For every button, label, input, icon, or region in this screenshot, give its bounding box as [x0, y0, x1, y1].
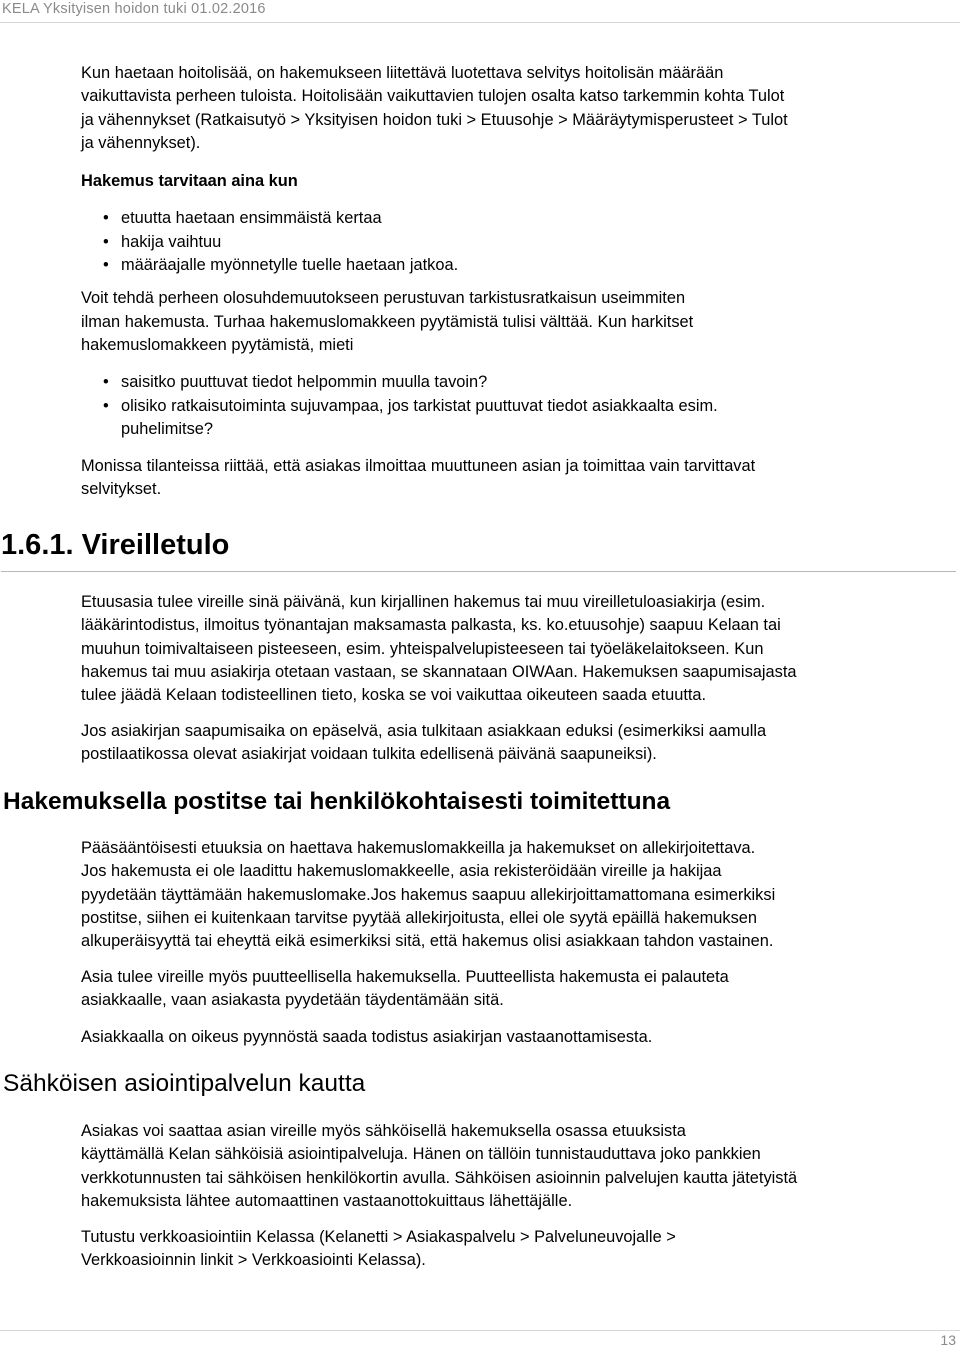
- bullet-list-2: [81, 371, 957, 441]
- list-item: • määräajalle myönnetylle tuelle haetaan jatkoa.: [103, 256, 459, 275]
- list-item: • etuutta haetaan ensimmäistä kertaa: [103, 209, 382, 228]
- electronic-paragraph-1: Asiakas voi saattaa asian vireille myös sähköisellä hakemuksella osassa etuuksista käyttämällä Kelan sähköisiä asiointipalveluja. Hänen on tällöin tunnistauduttava joko pankkien verkkotunnusten tai sähköisen henkilökortin avulla. Sähköisen asioinnin palvelujen kautta jätetyistä hakemuksista lähtee automaattinen vastaanottokuittaus lähettäjälle.: [81, 1122, 798, 1210]
- subheading-application-needed: Hakemus tarvitaan aina kun: [81, 172, 298, 191]
- list-item: • saisitko puuttuvat tiedot helpommin muulla tavoin?: [103, 373, 488, 392]
- bullet-list-1: [81, 207, 957, 277]
- postal-heading: Hakemuksella postitse tai henkilökohtaisesti toimitettuna: [3, 788, 671, 815]
- section-heading-vireilletulo: 1.6.1. Vireilletulo: [1, 523, 956, 572]
- electronic-heading: Sähköisen asiointipalvelun kautta: [3, 1070, 366, 1097]
- postal-paragraph-2: Asia tulee vireille myös puutteellisella hakemuksella. Puutteellista hakemusta ei palauteta asiakkaalle, vaan asiakasta pyydetään täydentämään sitä.: [81, 968, 729, 1010]
- section-paragraph-1: Etuusasia tulee vireille sinä päivänä, kun kirjallinen hakemus tai muu vireilletuloasiakirja (esim. lääkärintodistus, ilmoitus työnantajan maksamasta palkasta, ks. ko.etuusohje) saapuu Kelaan tai muuhun toimivaltaiseen pisteeseen, esim. yhteispalvelupisteeseen tai työeläkelaitokseen. Kun hakemus tai muu asiakirja otetaan vastaan, se skannataan OIWAan. Hakemuksen saapumisajasta tulee jäädä Kelaan todisteellinen tieto, koska se voi vaikuttaa oikeuteen saada etuutta.: [81, 593, 797, 705]
- intro-paragraph-3: Monissa tilanteissa riittää, että asiakas ilmoittaa muuttuneen asian ja toimittaa vain tarvittavat selvitykset.: [81, 457, 756, 499]
- list-item: • hakija vaihtuu: [103, 232, 222, 251]
- intro-paragraph-2: Voit tehdä perheen olosuhdemuutokseen perustuvan tarkistusratkaisun useimmiten ilman hakemusta. Turhaa hakemuslomakkeen pyytämistä tulisi välttää. Kun harkitset hakemuslomakkeen pyytämistä, mieti: [81, 289, 694, 354]
- list-item: • olisiko ratkaisutoiminta sujuvampaa, jos tarkistat puuttuvat tiedot asiakkaalta esim. puhelimitse?: [103, 396, 718, 438]
- electronic-paragraph-2: Tutustu verkkoasiointiin Kelassa (Kelanetti > Asiakaspalvelu > Palveluneuvojalle > Verkkoasioinnin linkit > Verkkoasiointi Kelassa).: [81, 1228, 676, 1270]
- page-number: 13: [940, 1332, 956, 1348]
- footer-divider: [0, 1330, 960, 1331]
- intro-content: [81, 62, 957, 502]
- postal-paragraph-3: Asiakkaalla on oikeus pyynnöstä saada todistus asiakirjan vastaanottamisesta.: [81, 1028, 653, 1046]
- intro-paragraph-1: Kun haetaan hoitolisää, on hakemukseen liitettävä luotettava selvitys hoitolisän määrään vaikuttavista perheen tuloista. Hoitolisään vaikuttavien tulojen osalta katso tarkemmin kohta Tulot ja vähennykset (Ratkaisutyö > Yksityisen hoidon tuki > Etuusohje > Määräytymisperusteet > Tulot ja vähennykset).: [81, 64, 788, 152]
- section-paragraph-2: Jos asiakirjan saapumisaika on epäselvä, asia tulkitaan asiakkaan eduksi (esimerkiksi aamulla postilaatikossa olevat asiakirjat voidaan tulkita edellisenä päivänä saapuneiksi).: [81, 722, 767, 764]
- postal-paragraph-1: Pääsääntöisesti etuuksia on haettava hakemuslomakkeilla ja hakemukset on allekirjoitettava. Jos hakemusta ei ole laadittu hakemuslomakkeelle, asia rekisteröidään vireille ja hakijaa pyydetään täyttämään hakemuslomake.Jos hakemus saapuu allekirjoittamattomana esimerkiksi postitse, siihen ei kuitenkaan tarvitse pyytää allekirjoitusta, ellei ole syytä epäillä hakemuksen alkuperäisyyttä tai eheyttä eikä esimerkiksi sitä, että hakemus olisi asiakkaan tahdon vastainen.: [81, 839, 776, 951]
- header-title: KELA Yksityisen hoidon tuki 01.02.2016: [2, 1, 266, 17]
- page-header: [0, 0, 960, 23]
